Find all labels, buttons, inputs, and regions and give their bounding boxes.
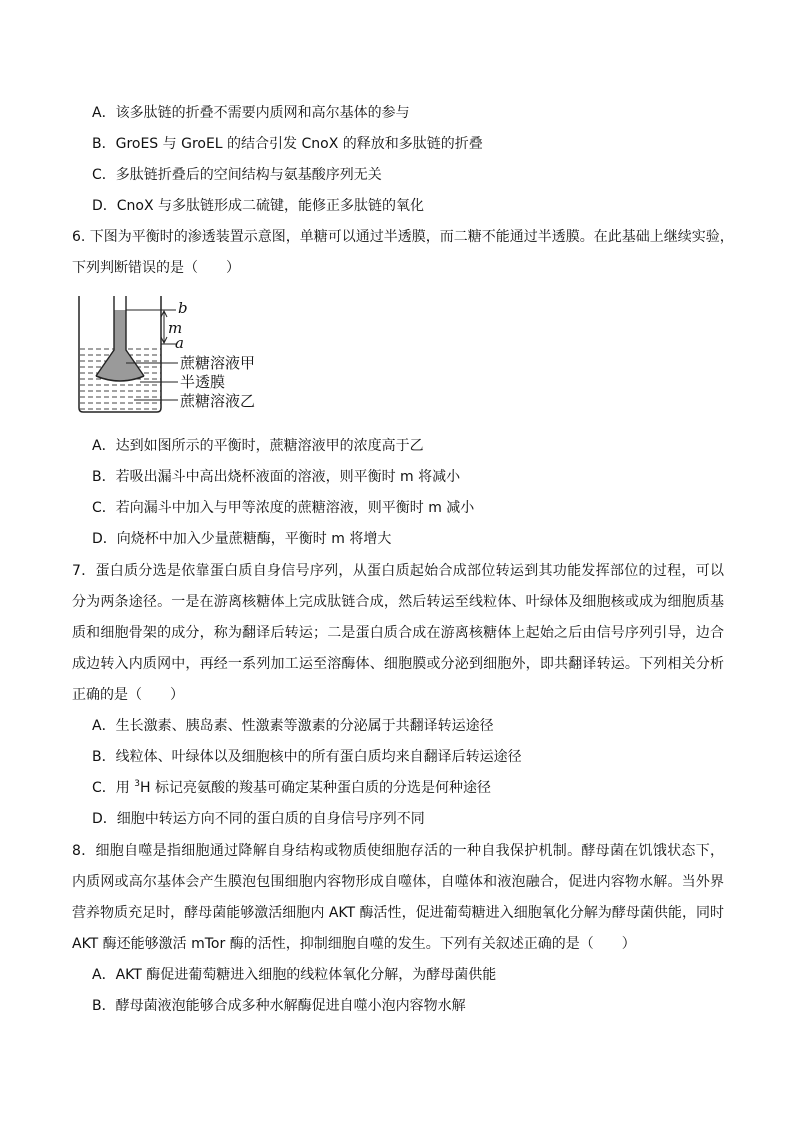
q8-option-b: B．酵母菌液泡能够合成多种水解酶促进自噬小泡内容物水解 bbox=[92, 998, 466, 1014]
q5-option-c: C．多肽链折叠后的空间结构与氨基酸序列无关 bbox=[92, 167, 382, 183]
label-solution-yi: 蔗糖溶液乙 bbox=[180, 392, 256, 410]
q6-stem-line1: 6. 下图为平衡时的渗透装置示意图，单糖可以通过半透膜，而二糖不能通过半透膜。在此基础上继续实验， bbox=[72, 229, 734, 245]
q5-option-b: B．GroES 与 GroEL 的结合引发 CnoX 的释放和多肽链的折叠 bbox=[92, 136, 483, 152]
q6-stem-line2: 下列判断错误的是（ ） bbox=[72, 260, 240, 276]
q7-stem: 7．蛋白质分选是依靠蛋白质自身信号序列，从蛋白质起始合成部位转运到其功能发挥部位的过程，可以分为两条途径。一是在游离核糖体上完成肽链合成，然后转运至线粒体、叶绿体及细胞核或成为细胞质基质和细胞骨架的成分，称为翻译后转运；二是蛋白质合成在游离核糖体上起始之后由信号序列引导，边合成边转入内质网中，再经一系列加工运至溶酶体、细胞膜或分泌到细胞外，即共翻译转运。下列相关分析正确的是（ ） bbox=[72, 563, 724, 703]
q7-option-c: C．用 $^3$H 标记亮氨酸的羧基可确定某种蛋白质的分选是何种途径 bbox=[92, 779, 491, 796]
q7-option-a: A．生长激素、胰岛素、性激素等激素的分泌属于共翻译转运途径 bbox=[92, 718, 494, 734]
q8-option-a: A．AKT 酶促进葡萄糖进入细胞的线粒体氧化分解，为酵母菌供能 bbox=[92, 967, 497, 983]
q6-option-a: A．达到如图所示的平衡时，蔗糖溶液甲的浓度高于乙 bbox=[92, 438, 424, 454]
q7-option-b: B．线粒体、叶绿体以及细胞核中的所有蛋白质均来自翻译后转运途径 bbox=[92, 749, 522, 765]
q6-option-b: B．若吸出漏斗中高出烧杯液面的溶液，则平衡时 m 将减小 bbox=[92, 469, 461, 485]
q7-option-d: D．细胞中转运方向不同的蛋白质的自身信号序列不同 bbox=[92, 811, 425, 827]
q6-option-c: C．若向漏斗中加入与甲等浓度的蔗糖溶液，则平衡时 m 减小 bbox=[92, 500, 475, 516]
label-b: b bbox=[178, 299, 188, 317]
label-a: a bbox=[175, 334, 184, 352]
q8-stem: 8．细胞自噬是指细胞通过降解自身结构或物质使细胞存活的一种自我保护机制。酵母菌在饥饿状态下，内质网或高尔基体会产生膜泡包围细胞内容物形成自噬体，自噬体和液泡融合，促进内容物水解。当外界营养物质充足时，酵母菌能够激活细胞内 AKT 酶活性，促进葡萄糖进入细胞氧化分解为酵母菌供能，同时 AKT 酶还能够激活 mTor 酶的活性，抑制细胞自噬的发生。下列有关叙述正确的是（ ） bbox=[72, 843, 724, 952]
label-membrane: 半透膜 bbox=[180, 373, 226, 391]
q5-option-a: A．该多肽链的折叠不需要内质网和高尔基体的参与 bbox=[92, 105, 410, 121]
superscript-3: 3 bbox=[134, 779, 140, 789]
label-m: m bbox=[168, 319, 183, 337]
label-solution-jia: 蔗糖溶液甲 bbox=[180, 354, 256, 372]
osmosis-diagram bbox=[72, 292, 282, 416]
q5-option-d: D．CnoX 与多肽链形成二硫键，能修正多肽链的氧化 bbox=[92, 198, 425, 214]
q6-option-d: D．向烧杯中加入少量蔗糖酶，平衡时 m 将增大 bbox=[92, 531, 392, 547]
